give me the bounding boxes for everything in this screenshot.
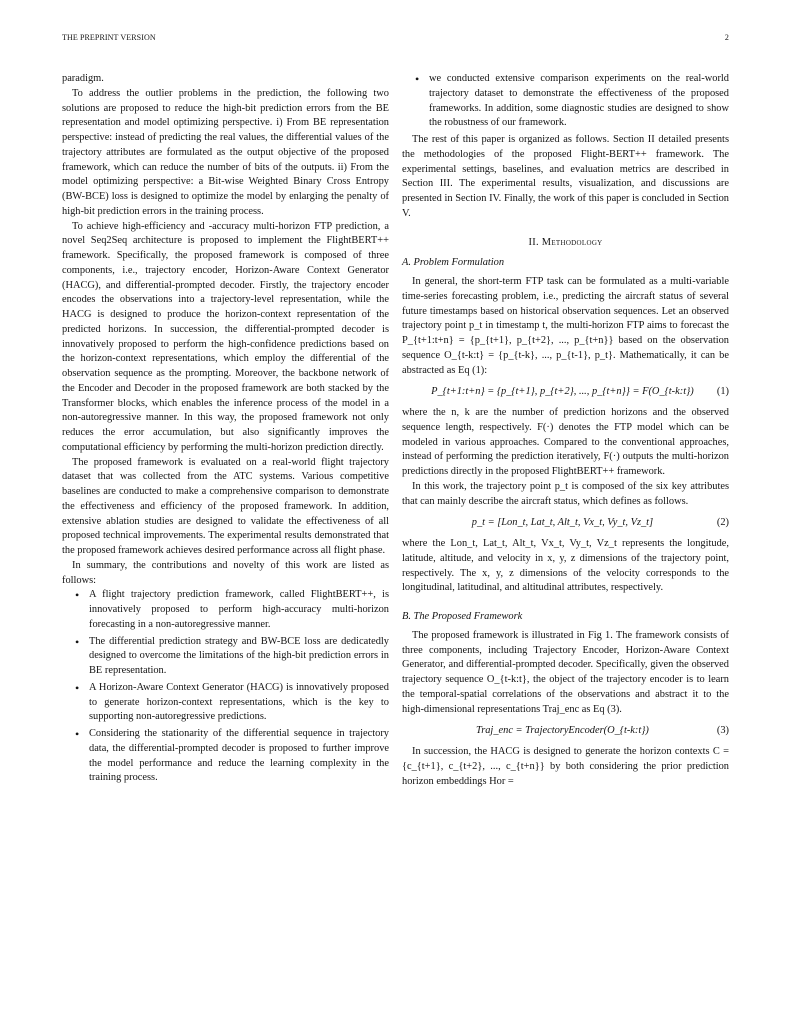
paragraph: where the Lon_t, Lat_t, Alt_t, Vx_t, Vy_t, Vz_t represents the longitude, latitude, altitude, and velocity in x, y, z dimensions of the trajectory point, respectively. The x, y, z dimensions of the velocity corresponds to the longitudinal, latitudinal, and altitudinal attributes, respectively. xyxy=(402,538,729,594)
contributions-list xyxy=(62,588,389,786)
subsection-heading: A. Problem Formulation xyxy=(402,257,505,269)
equation-number: (3) xyxy=(716,725,729,737)
page-number: 2 xyxy=(724,33,729,42)
equation-body: Traj_enc = TrajectoryEncoder(O_{t-k:t}) xyxy=(475,725,649,737)
paragraph: To achieve high-efficiency and -accuracy multi-horizon FTP prediction, a novel Seq2Seq architecture is proposed to implement the FlightBERT++ framework. Specifically, the proposed framework is composed of three components, i.e., trajectory encoder, Horizon-Aware Context Generator (HACG), and differential-prompted decoder. Firstly, the trajectory encoder encodes the observations into a trajectory-level representation, while the HACG is designed to produce the horizon-context representation of the predicted horizons. In succession, the differential-prompted decoder is innovatively proposed to perform the high-confidence predictions based on the horizon-context representations, which employ the differential of the observation sequence as the prompting. Moreover, the backbone network of the Encoder and Decoder in the proposed framework are both stacked by the Transformer blocks, which enables the inference process of the model in a non-autoregressive manner. In this way, the proposed framework not only reduces the error accumulation, but also significantly improves the computational efficiency by performing the multi-horizon prediction directly. xyxy=(62,220,389,453)
section-number: II. xyxy=(528,236,539,248)
paragraph: paradigm. xyxy=(62,73,104,84)
list-item: • The differential prediction strategy and BW-BCE loss are dedicatedly designed to overcome the limitations of the high-bit prediction errors in BE representation. xyxy=(89,635,389,679)
equation-1 xyxy=(402,385,729,400)
equation-body: P_{t+1:t+n} = {p_{t+1}, p_{t+2}, ..., p_{t+n}} = F(O_{t-k:t}) xyxy=(431,386,694,398)
left-column xyxy=(62,72,389,788)
contributions-list-continued xyxy=(402,72,729,131)
paragraph: In succession, the HACG is designed to generate the horizon contexts C = {c_{t+1}, c_{t+2}, ..., c_{t+n}} by both considering the prior prediction horizon embeddings Hor = xyxy=(402,746,729,787)
list-item: • A flight trajectory prediction framework, called FlightBERT++, is innovatively proposed to perform high-accuracy multi-horizon forecasting in a non-autoregressive manner. xyxy=(89,588,389,632)
paragraph: In general, the short-term FTP task can be formulated as a multi-variable time-series forecasting problem, i.e., predicting the aircraft status of several future timestamps based on historical observation sequences. Let an observed trajectory point p_t in timestamp t, the multi-horizon FTP aims to forecast the P_{t+1:t+n} = {p_{t+1}, p_{t+2}, ..., p_{t+n}} based on the observation sequence O_{t-k:t} = {p_{t-k}, ..., p_{t-1}, p_t}. Mathematically, it can be abstracted as Eq (1): xyxy=(402,276,729,376)
running-header: THE PREPRINT VERSION xyxy=(62,33,156,42)
section-heading xyxy=(402,236,729,251)
list-item: • Considering the stationarity of the differential sequence in trajectory data, the differential-prompted decoder is proposed to further improve the model performance and reduce the learning complexity in the training process. xyxy=(89,727,389,786)
equation-3 xyxy=(402,724,729,739)
paragraph: The proposed framework is illustrated in Fig 1. The framework consists of three components, including Trajectory Encoder, Horizon-Aware Context Generator, and differential-prompted decoder. Specifically, given the observed trajectory sequence O_{t-k:t}, the object of the trajectory encoder is to learn the temporal-spatial correlations of the observations and abstract it to the high-dimensional representations Traj_enc as Eq (3). xyxy=(402,629,729,715)
equation-body: p_t = [Lon_t, Lat_t, Alt_t, Vx_t, Vy_t, Vz_t] xyxy=(471,517,654,529)
list-item: • we conducted extensive comparison experiments on the real-world trajectory dataset to demonstrate the effectiveness of the proposed frameworks. In addition, some diagnostic studies are designed to show the robustness of our framework. xyxy=(429,72,729,131)
paragraph: The proposed framework is evaluated on a real-world flight trajectory dataset that was collected from the ATC systems. Various competitive baselines are conducted to make a comprehensive comparison to demonstrate the effectiveness and efficiency of the proposed framework. In addition, extensive ablation studies are designed to validate the effectiveness of all proposed technical improvements. The experimental results demonstrated that the proposed framework achieves desired performance across all flight phase. xyxy=(62,456,389,556)
paragraph: where the n, k are the number of prediction horizons and the observed sequence length, respectively. F(·) denotes the FTP model which can be modeled in various approaches. Compared to the conventional approaches, instead of performing the prediction iteratively, F(·) outputs the multi-horizon predictions directly in the proposed FlightBERT++ framework. xyxy=(402,407,729,477)
list-item: • A Horizon-Aware Context Generator (HACG) is innovatively proposed to generate horizon-context representations, which is the key to supporting non-autoregressive predictions. xyxy=(89,681,389,725)
paragraph: To address the outlier problems in the prediction, the following two solutions are proposed to reduce the high-bit prediction errors from the BE representation and model optimizing perspective. i) From BE representation perspective: instead of predicting the real values, the differential values of the trajectory attributes are formulated as the output objective of the proposed framework, which can reduce the number of bits of the outputs. ii) From the model optimizing perspective: a Bit-wise Weighted Binary Cross Entropy (BW-BCE) loss is designed to optimize the model by enlarging the penalty of high-bit prediction errors in the training process. xyxy=(62,87,389,217)
right-column xyxy=(402,72,729,789)
equation-number: (2) xyxy=(716,517,729,529)
subsection-heading: B. The Proposed Framework xyxy=(402,611,523,622)
equation-number: (1) xyxy=(716,386,729,398)
paragraph: In this work, the trajectory point p_t is composed of the six key attributes that can mainly describe the aircraft status, which defines as follows. xyxy=(402,480,729,507)
paragraph: The rest of this paper is organized as follows. Section II detailed presents the methodologies of the proposed Flight-BERT++ framework. The experimental settings, baselines, and evaluation metrics are described in Section III. The experimental results, visualization, and discussions are presented in Section IV. Finally, the work of this paper is concluded in Section V. xyxy=(402,134,729,219)
equation-2 xyxy=(402,516,729,531)
section-title: Methodology xyxy=(541,236,603,248)
paragraph: In summary, the contributions and novelty of this work are listed as follows: xyxy=(62,559,389,586)
